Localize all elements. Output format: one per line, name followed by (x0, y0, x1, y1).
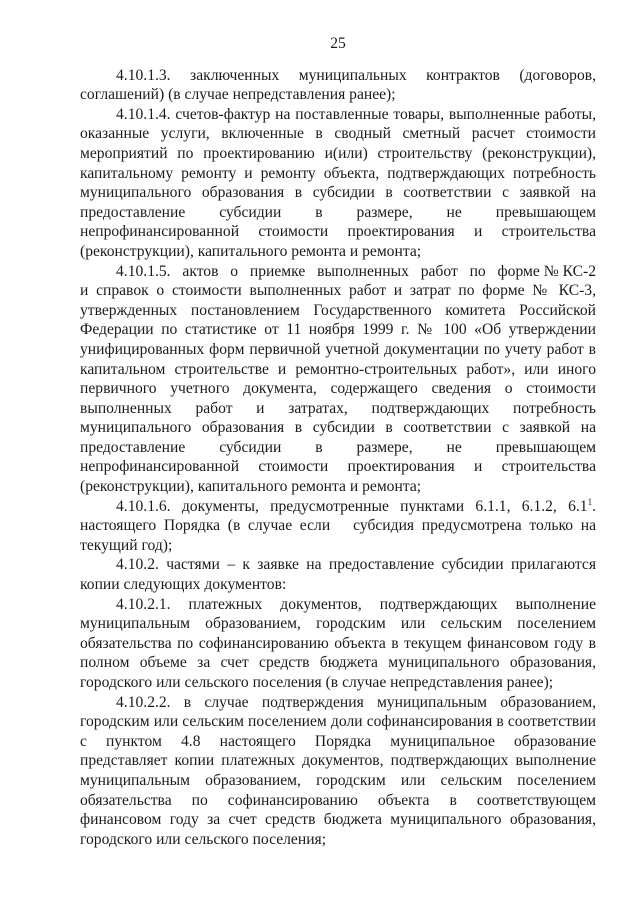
paragraph-4-10-1-4: 4.10.1.4. счетов-фактур на поставленные товары, выполненные работы, оказанные услуги, включенные в сводный сметный расчет стоимости мероприятий по проектированию и(или) строительству (реконструкции), капитальному ремонту и ремонту объекта, подтверждающих потребность муниципального образования в субсидии в соответствии с заявкой на предоставление субсидии в размере, не превышающем непрофинансированной стоимости проектирования и строительства (реконструкции), капитального ремонта и ремонта; (80, 105, 596, 260)
paragraph-4-10-2: 4.10.2. частями – к заявке на предоставление субсидии прилагаются копии следующих документов: (80, 556, 596, 594)
superscript-1: 1 (587, 496, 593, 507)
paragraph-4-10-2-1: 4.10.2.1. платежных документов, подтверждающих выполнение муниципальным образованием, городским или сельским поселением обязательства по софинансированию объекта в текущем финансовом году в полном объеме за счет средств бюджета муниципального образования, городского или сельского поселения (в случае непредставления ранее); (80, 595, 596, 691)
paragraph-4-10-1-5: 4.10.1.5. актов о приемке выполненных работ по форме № КС-2 и справок о стоимости выполненных работ и затрат по форме № КС-3, утвержденных постановлением Государственного комитета Российской Федерации по статистике от 11 ноября 1999 г. № 100 «Об утверждении унифицированных форм первичной учетной документации по учету работ в капитальном строительстве и ремонтно-строительных работ», или иного первичного учетного документа, содержащего сведения о стоимости выполненных работ и затратах, подтверждающих потребность муниципального образования в субсидии в соответствии с заявкой на предоставление субсидии в размере, не превышающем непрофинансированной стоимости проектирования и строительства (реконструкции), капитального ремонта и ремонта; (80, 262, 596, 496)
paragraph-4-10-1-6-tail: . настоящего Порядка (в случае если субсидия предусмотрена только на текущий год); (80, 497, 596, 554)
paragraph-4-10-1-3: 4.10.1.3. заключенных муниципальных контрактов (договоров, соглашений) (в случае непредставления ранее); (80, 66, 596, 104)
document-page (80, 34, 596, 849)
paragraph-4-10-2-2: 4.10.2.2. в случае подтверждения муниципальным образованием, городским или сельским поселением доли софинансирования в соответствии с пунктом 4.8 настоящего Порядка муниципальное образование представляет копии платежных документов, подтверждающих выполнение муниципальным образованием, городским или сельским поселением обязательства по софинансированию объекта в соответствующем финансовом году за счет средств бюджета муниципального образования, городского или сельского поселения; (80, 693, 596, 848)
paragraph-4-10-1-6-text: 4.10.1.6. документы, предусмотренные пунктами 6.1.1, 6.1.2, 6.1 (116, 497, 588, 515)
paragraph-4-10-1-6 (80, 497, 596, 556)
page-number: 25 (330, 35, 346, 52)
